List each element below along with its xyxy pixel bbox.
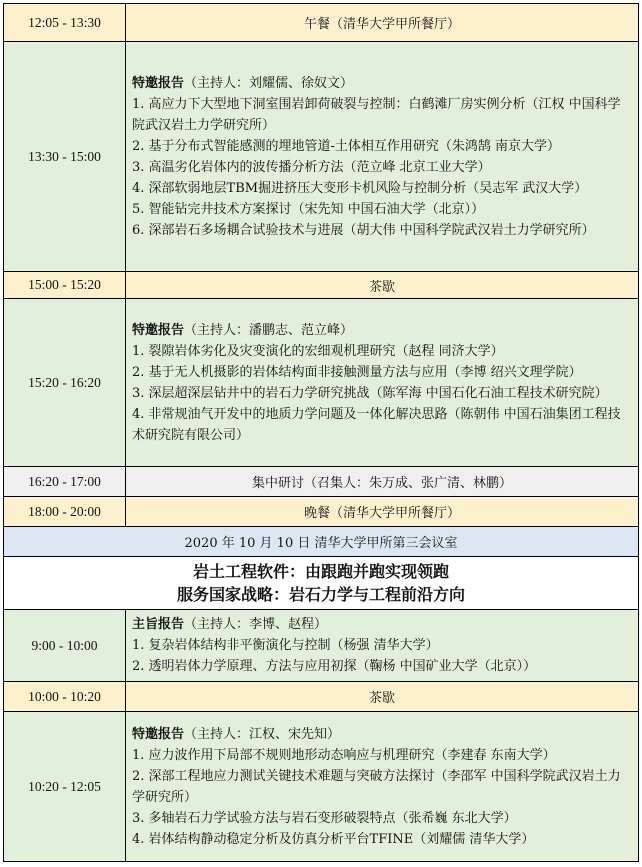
session-header [132,320,632,341]
row-session-1 [4,42,639,272]
row-day-header [4,527,639,557]
talk-item: 3. 深层超深层钻井中的岩石力学研究挑战（陈军海 中国石化石油工程技术研究院） [132,385,608,401]
session-content [126,712,639,862]
time-cell: 10:00 - 10:20 [4,682,126,712]
talk-item: 1. 高应力下大型地下洞室围岩卸荷破裂与控制：白鹤滩厂房实例分析（江权 中国科学院武汉岩土力学研究所） [132,96,621,133]
talk-item: 2. 基于无人机摄影的岩体结构面非接触测量方法与应用（李博 绍兴文理学院） [132,364,582,380]
session-content [126,610,639,682]
event-cell: 集中研讨（召集人：朱万成、张广清、林鹏） [126,467,639,497]
talk-item: 4. 深部软弱地层TBM掘进挤压大变形卡机风险与控制分析（吴志军 武汉大学） [132,180,588,196]
talk-item: 3. 高温劣化岩体内的波传播分析方法（范立峰 北京工业大学） [132,159,491,175]
session-type: 特邀报告 [132,75,185,91]
talk-item: 2. 基于分布式智能感测的埋地管道-土体相互作用研究（朱鸿鹄 南京大学） [132,138,561,154]
row-tea-break [4,272,639,299]
event-cell: 午餐（清华大学甲所餐厅） [126,4,639,42]
session-type: 主旨报告 [132,617,185,632]
time-cell: 15:00 - 15:20 [4,272,126,299]
row-keynote [4,610,639,682]
event-cell: 茶歇 [126,682,639,712]
session-content [126,299,639,467]
talk-item: 6. 深部岩石多场耦合试验技术与进展（胡大伟 中国科学院武汉岩土力学研究所） [132,222,595,238]
talk-item: 1. 复杂岩体结构非平衡演化与控制（杨强 清华大学） [132,638,439,653]
time-cell: 9:00 - 10:00 [4,610,126,682]
session-header [132,614,632,635]
session-content [126,42,639,272]
time-cell: 18:00 - 20:00 [4,497,126,527]
row-theme [4,557,639,610]
session-chairs: （主持人：潘鹏志、范立峰） [184,322,354,338]
session-type: 特邀报告 [132,726,185,742]
talk-item: 4. 岩体结构静动稳定分析及仿真分析平台TFINE（刘耀儒 清华大学） [132,831,535,847]
row-discussion [4,467,639,497]
theme-line-2: 服务国家战略：岩石力学与工程前沿方向 [176,585,465,604]
talk-item: 4. 非常规油气开发中的地质力学问题及一体化解决思路（陈朝伟 中国石油集团工程技术研究院有限公司） [132,406,621,443]
time-cell: 15:20 - 16:20 [4,299,126,467]
time-cell: 12:05 - 13:30 [4,4,126,42]
row-tea-break-2 [4,682,639,712]
talk-item: 3. 多轴岩石力学试验方法与岩石变形破裂特点（张希巍 东北大学） [132,810,517,826]
session-type: 特邀报告 [132,322,185,338]
session-chairs: （主持人：李博、赵程） [184,617,328,632]
talk-item: 2. 深部工程地应力测试关键技术难题与突破方法探讨（李邵军 中国科学院武汉岩土力学研究所） [132,768,621,805]
row-dinner [4,497,639,527]
session-chairs: （主持人：刘耀儒、徐奴文） [184,75,354,91]
talk-item: 1. 应力波作用下局部不规则地形动态响应与机理研究（李建春 东南大学） [132,747,556,763]
time-cell: 10:20 - 12:05 [4,712,126,862]
session-header [132,724,632,745]
day-header: 2020 年 10 月 10 日 清华大学甲所第三会议室 [4,527,639,557]
session-header [132,73,632,94]
event-cell: 茶歇 [126,272,639,299]
schedule-table [3,3,639,862]
row-lunch [4,4,639,42]
talk-item: 2. 透明岩体力学原理、方法与应用初探（鞠杨 中国矿业大学（北京）） [132,659,537,674]
time-cell: 16:20 - 17:00 [4,467,126,497]
session-chairs: （主持人：江权、宋先知） [184,726,341,742]
row-session-3 [4,712,639,862]
row-session-2 [4,299,639,467]
event-cell: 晚餐（清华大学甲所餐厅） [126,497,639,527]
talk-item: 1. 裂隙岩体劣化及灾变演化的宏细观机理研究（赵程 同济大学） [132,343,504,359]
time-cell: 13:30 - 15:00 [4,42,126,272]
talk-item: 5. 智能钻完井技术方案探讨（宋先知 中国石油大学（北京）） [132,201,485,217]
theme-line-1: 岩土工程软件：由跟跑并跑实现领跑 [192,562,449,581]
theme-cell [4,557,639,610]
